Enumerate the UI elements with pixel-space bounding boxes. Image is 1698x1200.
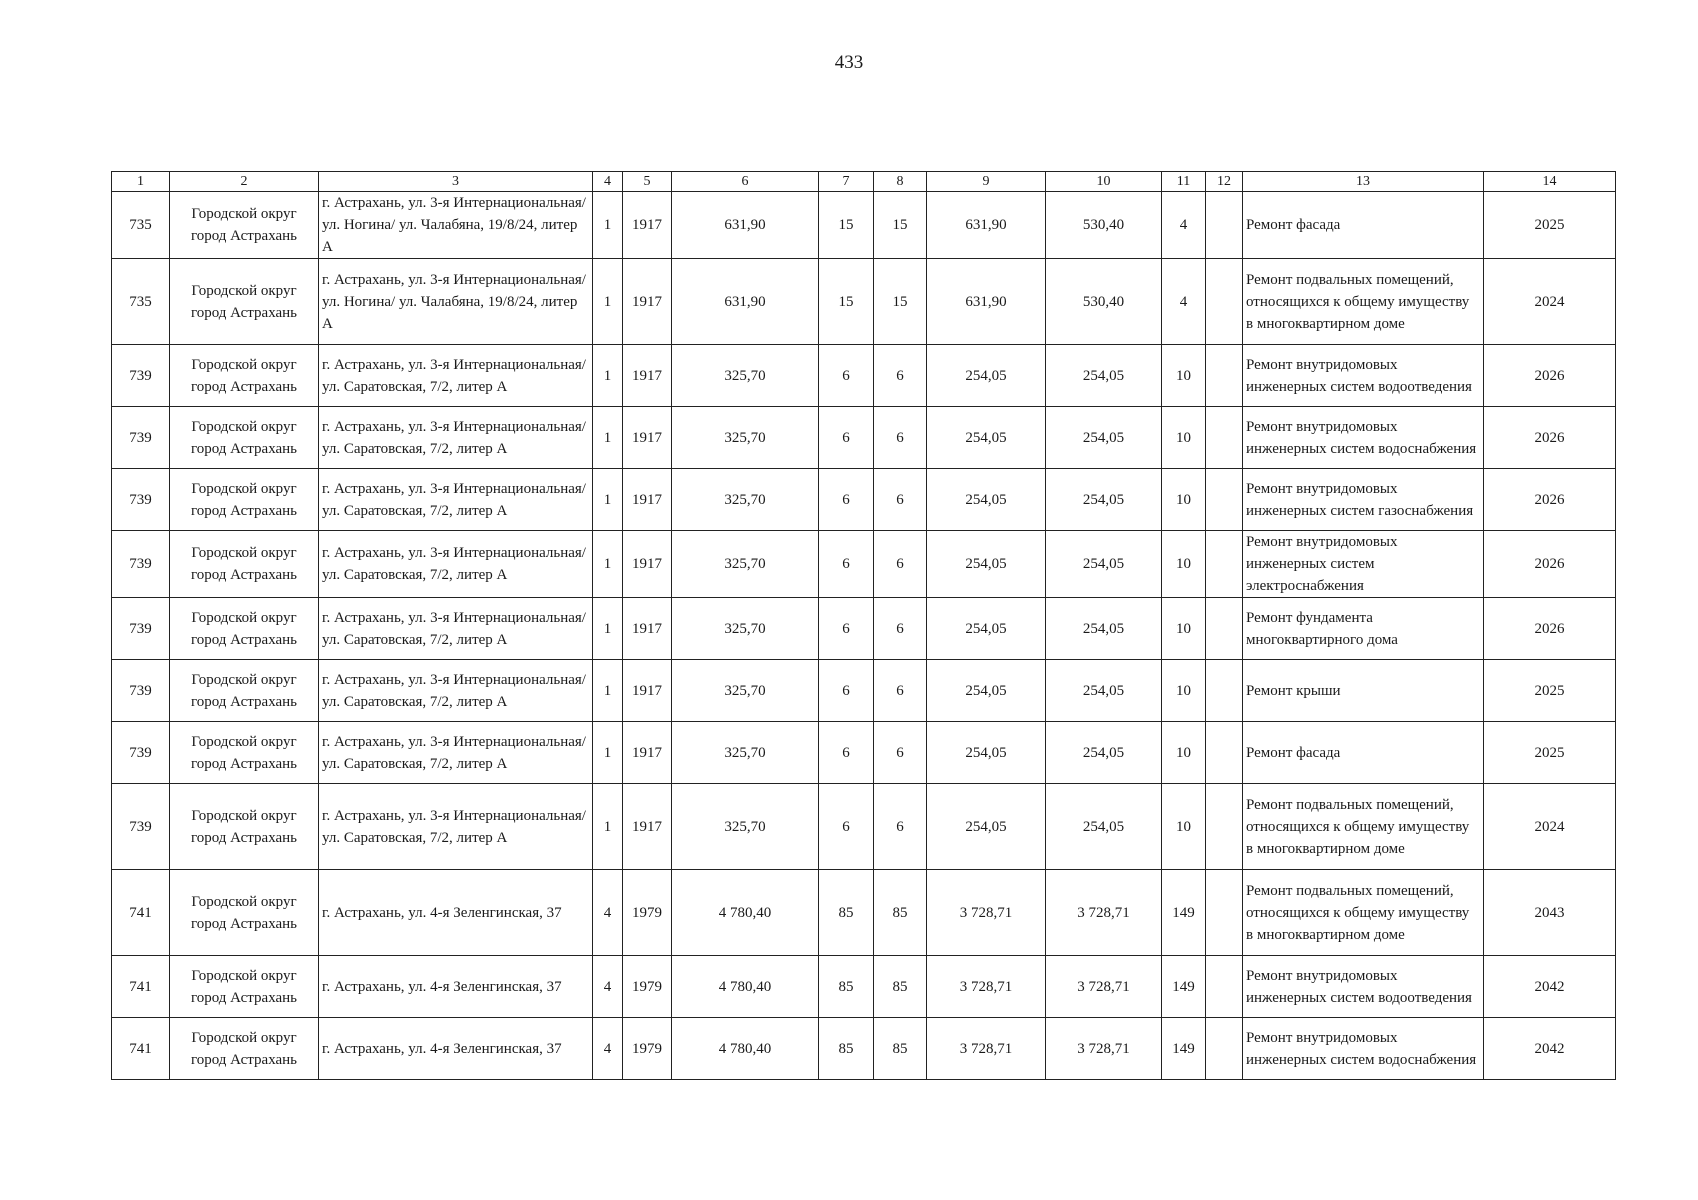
cell-col11: 4 <box>1162 192 1206 259</box>
cell-work-type: Ремонт внутридомовых инженерных систем электроснабжения <box>1243 531 1484 598</box>
cell-col6: 631,90 <box>672 259 819 345</box>
cell-col6: 325,70 <box>672 722 819 784</box>
cell-id: 739 <box>112 722 170 784</box>
cell-col7: 6 <box>819 469 874 531</box>
cell-col4: 1 <box>593 345 623 407</box>
cell-col11: 149 <box>1162 956 1206 1018</box>
cell-col8: 85 <box>874 956 927 1018</box>
cell-plan-year: 2024 <box>1484 259 1616 345</box>
cell-plan-year: 2024 <box>1484 784 1616 870</box>
cell-col9: 3 728,71 <box>927 870 1046 956</box>
table-row <box>112 784 1616 870</box>
cell-plan-year: 2025 <box>1484 660 1616 722</box>
cell-col6: 325,70 <box>672 784 819 870</box>
cell-col6: 325,70 <box>672 660 819 722</box>
cell-col8: 15 <box>874 192 927 259</box>
col-header-3: 3 <box>319 172 593 192</box>
table-row <box>112 407 1616 469</box>
cell-col10: 3 728,71 <box>1046 870 1162 956</box>
cell-municipality: Городской округ город Астрахань <box>170 784 319 870</box>
page-number: 433 <box>834 52 864 73</box>
cell-col8: 6 <box>874 784 927 870</box>
cell-plan-year: 2026 <box>1484 531 1616 598</box>
cell-col9: 3 728,71 <box>927 956 1046 1018</box>
cell-plan-year: 2025 <box>1484 192 1616 259</box>
cell-col11: 10 <box>1162 531 1206 598</box>
cell-year: 1917 <box>623 345 672 407</box>
col-header-13: 13 <box>1243 172 1484 192</box>
cell-col6: 325,70 <box>672 598 819 660</box>
cell-col4: 1 <box>593 469 623 531</box>
cell-col11: 10 <box>1162 345 1206 407</box>
cell-col11: 4 <box>1162 259 1206 345</box>
cell-work-type: Ремонт внутридомовых инженерных систем газоснабжения <box>1243 469 1484 531</box>
cell-col12 <box>1206 784 1243 870</box>
cell-col10: 3 728,71 <box>1046 1018 1162 1080</box>
cell-col12 <box>1206 660 1243 722</box>
cell-municipality: Городской округ город Астрахань <box>170 956 319 1018</box>
cell-col7: 85 <box>819 956 874 1018</box>
cell-col7: 15 <box>819 192 874 259</box>
cell-municipality: Городской округ город Астрахань <box>170 1018 319 1080</box>
cell-col7: 6 <box>819 598 874 660</box>
cell-col6: 325,70 <box>672 469 819 531</box>
cell-col9: 631,90 <box>927 259 1046 345</box>
cell-col6: 4 780,40 <box>672 1018 819 1080</box>
cell-col9: 254,05 <box>927 407 1046 469</box>
cell-col11: 10 <box>1162 469 1206 531</box>
cell-municipality: Городской округ город Астрахань <box>170 870 319 956</box>
cell-col6: 325,70 <box>672 407 819 469</box>
cell-col10: 530,40 <box>1046 192 1162 259</box>
cell-year: 1917 <box>623 722 672 784</box>
cell-col9: 254,05 <box>927 531 1046 598</box>
cell-municipality: Городской округ город Астрахань <box>170 407 319 469</box>
cell-col10: 254,05 <box>1046 784 1162 870</box>
cell-id: 739 <box>112 531 170 598</box>
cell-col11: 10 <box>1162 722 1206 784</box>
cell-address: г. Астрахань, ул. 3-я Интернациональная/ ул. Саратовская, 7/2, литер А <box>319 407 593 469</box>
col-header-12: 12 <box>1206 172 1243 192</box>
cell-col7: 6 <box>819 407 874 469</box>
cell-col9: 254,05 <box>927 345 1046 407</box>
cell-col11: 10 <box>1162 407 1206 469</box>
cell-col4: 1 <box>593 784 623 870</box>
cell-id: 739 <box>112 660 170 722</box>
cell-col7: 15 <box>819 259 874 345</box>
cell-plan-year: 2025 <box>1484 722 1616 784</box>
cell-col10: 254,05 <box>1046 598 1162 660</box>
cell-address: г. Астрахань, ул. 4-я Зеленгинская, 37 <box>319 1018 593 1080</box>
cell-plan-year: 2042 <box>1484 1018 1616 1080</box>
cell-col11: 10 <box>1162 784 1206 870</box>
cell-year: 1917 <box>623 407 672 469</box>
cell-col4: 4 <box>593 956 623 1018</box>
col-header-6: 6 <box>672 172 819 192</box>
cell-col12 <box>1206 259 1243 345</box>
cell-col12 <box>1206 531 1243 598</box>
cell-col12 <box>1206 722 1243 784</box>
cell-col10: 254,05 <box>1046 345 1162 407</box>
cell-id: 739 <box>112 784 170 870</box>
cell-year: 1917 <box>623 784 672 870</box>
cell-col6: 325,70 <box>672 531 819 598</box>
table-row <box>112 1018 1616 1080</box>
cell-col9: 3 728,71 <box>927 1018 1046 1080</box>
cell-col11: 149 <box>1162 1018 1206 1080</box>
table-row <box>112 469 1616 531</box>
col-header-7: 7 <box>819 172 874 192</box>
cell-col9: 631,90 <box>927 192 1046 259</box>
cell-col12 <box>1206 598 1243 660</box>
cell-plan-year: 2026 <box>1484 345 1616 407</box>
cell-municipality: Городской округ город Астрахань <box>170 722 319 784</box>
cell-col7: 6 <box>819 660 874 722</box>
cell-col8: 6 <box>874 469 927 531</box>
cell-col4: 1 <box>593 660 623 722</box>
cell-id: 735 <box>112 259 170 345</box>
cell-id: 739 <box>112 407 170 469</box>
table-row <box>112 192 1616 259</box>
cell-col8: 15 <box>874 259 927 345</box>
cell-id: 739 <box>112 469 170 531</box>
cell-col7: 85 <box>819 870 874 956</box>
cell-work-type: Ремонт фундамента многоквартирного дома <box>1243 598 1484 660</box>
cell-year: 1917 <box>623 469 672 531</box>
cell-col7: 6 <box>819 722 874 784</box>
col-header-2: 2 <box>170 172 319 192</box>
cell-col12 <box>1206 469 1243 531</box>
cell-work-type: Ремонт внутридомовых инженерных систем водоснабжения <box>1243 407 1484 469</box>
table-row <box>112 531 1616 598</box>
cell-col4: 4 <box>593 1018 623 1080</box>
capital-repair-table <box>111 171 1616 1080</box>
cell-year: 1979 <box>623 1018 672 1080</box>
cell-col8: 6 <box>874 660 927 722</box>
col-header-11: 11 <box>1162 172 1206 192</box>
cell-col7: 6 <box>819 531 874 598</box>
cell-address: г. Астрахань, ул. 3-я Интернациональная/ ул. Ногина/ ул. Чалабяна, 19/8/24, литер А <box>319 259 593 345</box>
cell-year: 1979 <box>623 870 672 956</box>
cell-col10: 254,05 <box>1046 469 1162 531</box>
cell-id: 739 <box>112 598 170 660</box>
table-row <box>112 598 1616 660</box>
cell-col10: 254,05 <box>1046 531 1162 598</box>
col-header-9: 9 <box>927 172 1046 192</box>
cell-id: 741 <box>112 870 170 956</box>
cell-col8: 6 <box>874 722 927 784</box>
header-row <box>112 172 1616 192</box>
cell-work-type: Ремонт фасада <box>1243 192 1484 259</box>
cell-address: г. Астрахань, ул. 3-я Интернациональная/ ул. Саратовская, 7/2, литер А <box>319 531 593 598</box>
col-header-4: 4 <box>593 172 623 192</box>
cell-work-type: Ремонт фасада <box>1243 722 1484 784</box>
table-row <box>112 660 1616 722</box>
cell-col9: 254,05 <box>927 598 1046 660</box>
cell-id: 735 <box>112 192 170 259</box>
cell-col6: 4 780,40 <box>672 870 819 956</box>
cell-col7: 85 <box>819 1018 874 1080</box>
cell-col11: 10 <box>1162 660 1206 722</box>
cell-col10: 254,05 <box>1046 722 1162 784</box>
cell-year: 1979 <box>623 956 672 1018</box>
cell-work-type: Ремонт внутридомовых инженерных систем водоотведения <box>1243 345 1484 407</box>
cell-col8: 85 <box>874 870 927 956</box>
table-row <box>112 722 1616 784</box>
cell-col11: 10 <box>1162 598 1206 660</box>
cell-year: 1917 <box>623 598 672 660</box>
table-row <box>112 956 1616 1018</box>
cell-col7: 6 <box>819 784 874 870</box>
cell-col11: 149 <box>1162 870 1206 956</box>
table-row <box>112 345 1616 407</box>
cell-col4: 1 <box>593 192 623 259</box>
cell-col4: 1 <box>593 531 623 598</box>
cell-address: г. Астрахань, ул. 3-я Интернациональная/ ул. Саратовская, 7/2, литер А <box>319 784 593 870</box>
cell-address: г. Астрахань, ул. 4-я Зеленгинская, 37 <box>319 956 593 1018</box>
cell-col4: 1 <box>593 722 623 784</box>
cell-address: г. Астрахань, ул. 3-я Интернациональная/ ул. Саратовская, 7/2, литер А <box>319 345 593 407</box>
cell-col4: 4 <box>593 870 623 956</box>
cell-work-type: Ремонт внутридомовых инженерных систем водоотведения <box>1243 956 1484 1018</box>
cell-municipality: Городской округ город Астрахань <box>170 469 319 531</box>
col-header-5: 5 <box>623 172 672 192</box>
cell-address: г. Астрахань, ул. 3-я Интернациональная/ ул. Саратовская, 7/2, литер А <box>319 660 593 722</box>
cell-year: 1917 <box>623 259 672 345</box>
cell-col9: 254,05 <box>927 469 1046 531</box>
cell-address: г. Астрахань, ул. 3-я Интернациональная/ ул. Саратовская, 7/2, литер А <box>319 722 593 784</box>
cell-plan-year: 2043 <box>1484 870 1616 956</box>
cell-municipality: Городской округ город Астрахань <box>170 531 319 598</box>
table-row <box>112 870 1616 956</box>
table-row <box>112 259 1616 345</box>
cell-address: г. Астрахань, ул. 3-я Интернациональная/ ул. Саратовская, 7/2, литер А <box>319 598 593 660</box>
cell-id: 741 <box>112 956 170 1018</box>
cell-col10: 530,40 <box>1046 259 1162 345</box>
cell-plan-year: 2026 <box>1484 469 1616 531</box>
cell-col12 <box>1206 870 1243 956</box>
cell-year: 1917 <box>623 660 672 722</box>
cell-work-type: Ремонт крыши <box>1243 660 1484 722</box>
col-header-8: 8 <box>874 172 927 192</box>
cell-plan-year: 2042 <box>1484 956 1616 1018</box>
col-header-14: 14 <box>1484 172 1616 192</box>
cell-col12 <box>1206 1018 1243 1080</box>
cell-col4: 1 <box>593 407 623 469</box>
cell-col6: 4 780,40 <box>672 956 819 1018</box>
cell-work-type: Ремонт подвальных помещений, относящихся к общему имуществу в многоквартирном доме <box>1243 259 1484 345</box>
cell-year: 1917 <box>623 531 672 598</box>
col-header-1: 1 <box>112 172 170 192</box>
cell-address: г. Астрахань, ул. 4-я Зеленгинская, 37 <box>319 870 593 956</box>
cell-col12 <box>1206 192 1243 259</box>
cell-municipality: Городской округ город Астрахань <box>170 660 319 722</box>
cell-address: г. Астрахань, ул. 3-я Интернациональная/ ул. Ногина/ ул. Чалабяна, 19/8/24, литер А <box>319 192 593 259</box>
cell-address: г. Астрахань, ул. 3-я Интернациональная/ ул. Саратовская, 7/2, литер А <box>319 469 593 531</box>
cell-col8: 6 <box>874 407 927 469</box>
cell-col8: 6 <box>874 598 927 660</box>
cell-col9: 254,05 <box>927 660 1046 722</box>
cell-municipality: Городской округ город Астрахань <box>170 598 319 660</box>
cell-plan-year: 2026 <box>1484 598 1616 660</box>
cell-col4: 1 <box>593 259 623 345</box>
cell-col6: 631,90 <box>672 192 819 259</box>
cell-id: 739 <box>112 345 170 407</box>
cell-work-type: Ремонт внутридомовых инженерных систем водоснабжения <box>1243 1018 1484 1080</box>
cell-col10: 254,05 <box>1046 407 1162 469</box>
cell-plan-year: 2026 <box>1484 407 1616 469</box>
cell-col7: 6 <box>819 345 874 407</box>
cell-col9: 254,05 <box>927 722 1046 784</box>
cell-municipality: Городской округ город Астрахань <box>170 192 319 259</box>
cell-work-type: Ремонт подвальных помещений, относящихся к общему имуществу в многоквартирном доме <box>1243 784 1484 870</box>
cell-municipality: Городской округ город Астрахань <box>170 259 319 345</box>
cell-col12 <box>1206 407 1243 469</box>
col-header-10: 10 <box>1046 172 1162 192</box>
cell-col9: 254,05 <box>927 784 1046 870</box>
cell-col12 <box>1206 956 1243 1018</box>
cell-col10: 3 728,71 <box>1046 956 1162 1018</box>
cell-id: 741 <box>112 1018 170 1080</box>
cell-col12 <box>1206 345 1243 407</box>
cell-col4: 1 <box>593 598 623 660</box>
cell-work-type: Ремонт подвальных помещений, относящихся к общему имуществу в многоквартирном доме <box>1243 870 1484 956</box>
cell-col8: 6 <box>874 345 927 407</box>
cell-col6: 325,70 <box>672 345 819 407</box>
cell-year: 1917 <box>623 192 672 259</box>
cell-col8: 85 <box>874 1018 927 1080</box>
cell-col8: 6 <box>874 531 927 598</box>
cell-col10: 254,05 <box>1046 660 1162 722</box>
cell-municipality: Городской округ город Астрахань <box>170 345 319 407</box>
